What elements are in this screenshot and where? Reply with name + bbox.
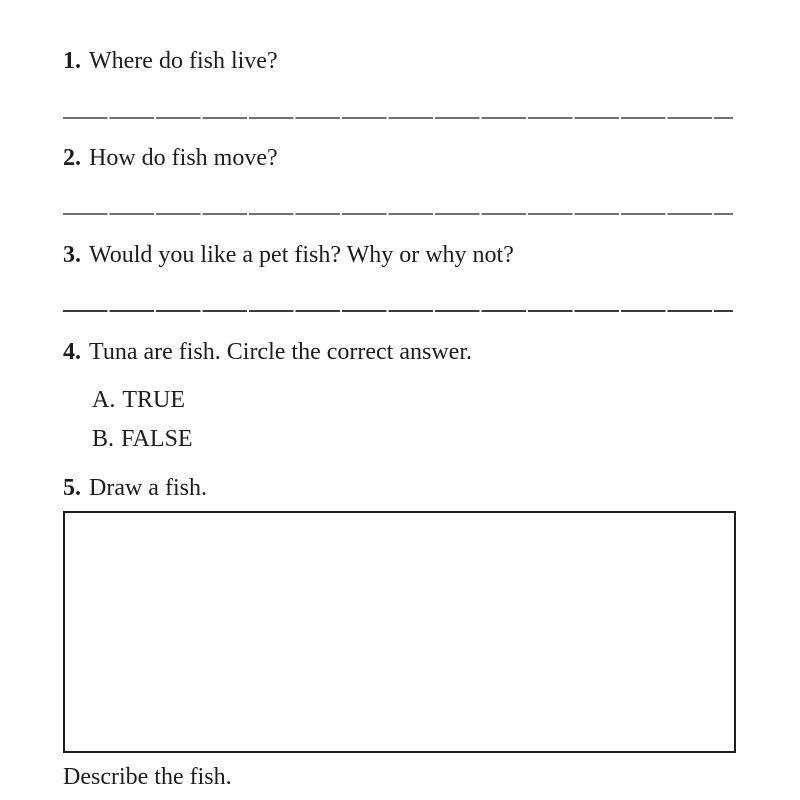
describe-prompt: Describe the fish. bbox=[63, 764, 232, 790]
option-false-label: FALSE bbox=[121, 426, 193, 452]
question-4 bbox=[63, 337, 472, 367]
option-false-letter: B. bbox=[92, 426, 115, 452]
question-2-number: 2. bbox=[63, 145, 81, 171]
option-false[interactable] bbox=[92, 424, 193, 454]
question-3-text: Would you like a pet fish? Why or why not? bbox=[89, 242, 514, 268]
draw-box[interactable] bbox=[63, 511, 736, 753]
question-3 bbox=[63, 240, 514, 270]
question-4-text: Tuna are fish. Circle the correct answer. bbox=[89, 339, 472, 365]
question-4-number: 4. bbox=[63, 339, 81, 365]
question-5 bbox=[63, 473, 207, 503]
question-1-number: 1. bbox=[63, 48, 81, 74]
option-true[interactable] bbox=[92, 385, 185, 415]
answer-line-3[interactable] bbox=[63, 310, 733, 312]
question-5-text: Draw a fish. bbox=[89, 475, 207, 501]
question-2-text: How do fish move? bbox=[89, 145, 278, 171]
option-true-letter: A. bbox=[92, 387, 116, 413]
question-2 bbox=[63, 143, 278, 173]
answer-line-2[interactable] bbox=[63, 213, 733, 215]
question-1-text: Where do fish live? bbox=[89, 48, 278, 74]
answer-line-1[interactable] bbox=[63, 117, 733, 119]
option-true-label: TRUE bbox=[122, 387, 186, 413]
question-3-number: 3. bbox=[63, 242, 81, 268]
question-1 bbox=[63, 46, 278, 76]
question-5-number: 5. bbox=[63, 475, 81, 501]
